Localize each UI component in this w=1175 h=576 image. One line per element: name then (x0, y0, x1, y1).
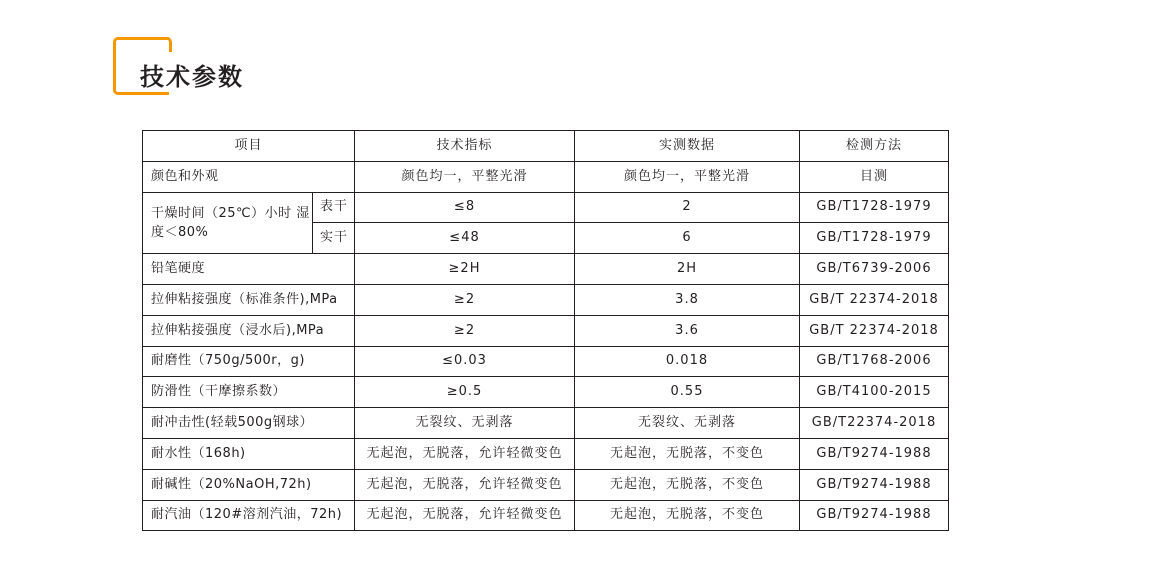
row-measured: 6 (575, 223, 800, 254)
row-method: GB/T9274-1988 (800, 500, 949, 531)
row-item: 拉伸粘接强度（浸水后),MPa (143, 315, 355, 346)
table-row (143, 346, 949, 377)
table-row (143, 192, 949, 223)
row-measured: 0.55 (575, 377, 800, 408)
row-method: GB/T4100-2015 (800, 377, 949, 408)
row-measured: 无起泡，无脱落，不变色 (575, 500, 800, 531)
table-row (143, 408, 949, 439)
row-spec: ≥2 (355, 284, 575, 315)
row-method: GB/T 22374-2018 (800, 315, 949, 346)
row-measured: 无起泡，无脱落，不变色 (575, 469, 800, 500)
row-method: GB/T22374-2018 (800, 408, 949, 439)
hard-dry-label: 实干 (313, 223, 355, 254)
table-row (143, 377, 949, 408)
row-method: GB/T6739-2006 (800, 254, 949, 285)
row-spec: ≥2 (355, 315, 575, 346)
row-item: 防滑性（干摩擦系数） (143, 377, 355, 408)
row-spec: 无裂纹、无剥落 (355, 408, 575, 439)
row-spec: 无起泡，无脱落，允许轻微变色 (355, 438, 575, 469)
table-row (143, 161, 949, 192)
drying-time-item: 干燥时间（25℃）小时 湿度＜80% (143, 192, 313, 254)
row-measured: 无起泡，无脱落，不变色 (575, 438, 800, 469)
row-measured: 无裂纹、无剥落 (575, 408, 800, 439)
row-item: 耐汽油（120#溶剂汽油，72h) (143, 500, 355, 531)
row-measured: 3.8 (575, 284, 800, 315)
table-row (143, 500, 949, 531)
row-spec: 无起泡，无脱落，允许轻微变色 (355, 469, 575, 500)
header-spec: 技术指标 (355, 131, 575, 162)
row-method: GB/T 22374-2018 (800, 284, 949, 315)
row-spec: ≤0.03 (355, 346, 575, 377)
row-item: 铅笔硬度 (143, 254, 355, 285)
row-measured: 2 (575, 192, 800, 223)
row-measured: 3.6 (575, 315, 800, 346)
table-header-row (143, 131, 949, 162)
row-measured: 0.018 (575, 346, 800, 377)
row-method: GB/T1728-1979 (800, 192, 949, 223)
row-item: 颜色和外观 (143, 161, 355, 192)
row-spec: ≤8 (355, 192, 575, 223)
row-spec: ≤48 (355, 223, 575, 254)
row-spec: ≥0.5 (355, 377, 575, 408)
row-item: 耐碱性（20%NaOH,72h) (143, 469, 355, 500)
table-row (143, 254, 949, 285)
row-item: 耐冲击性(轻载500g钢球） (143, 408, 355, 439)
row-method: GB/T1728-1979 (800, 223, 949, 254)
row-spec: ≥2H (355, 254, 575, 285)
row-measured: 颜色均一，平整光滑 (575, 161, 800, 192)
row-item: 耐水性（168h) (143, 438, 355, 469)
spec-table (142, 130, 949, 531)
row-item: 耐磨性（750g/500r，g) (143, 346, 355, 377)
header-measured: 实测数据 (575, 131, 800, 162)
table-row (143, 315, 949, 346)
surface-dry-label: 表干 (313, 192, 355, 223)
row-spec: 颜色均一，平整光滑 (355, 161, 575, 192)
page-title: 技术参数 (140, 63, 244, 91)
header-method: 检测方法 (800, 131, 949, 162)
row-method: GB/T9274-1988 (800, 438, 949, 469)
row-measured: 2H (575, 254, 800, 285)
table-row (143, 284, 949, 315)
row-method: 目测 (800, 161, 949, 192)
row-item: 拉伸粘接强度（标准条件),MPa (143, 284, 355, 315)
table-row (143, 469, 949, 500)
table-row (143, 438, 949, 469)
header-item: 项目 (143, 131, 355, 162)
row-method: GB/T1768-2006 (800, 346, 949, 377)
row-method: GB/T9274-1988 (800, 469, 949, 500)
row-spec: 无起泡，无脱落，允许轻微变色 (355, 500, 575, 531)
